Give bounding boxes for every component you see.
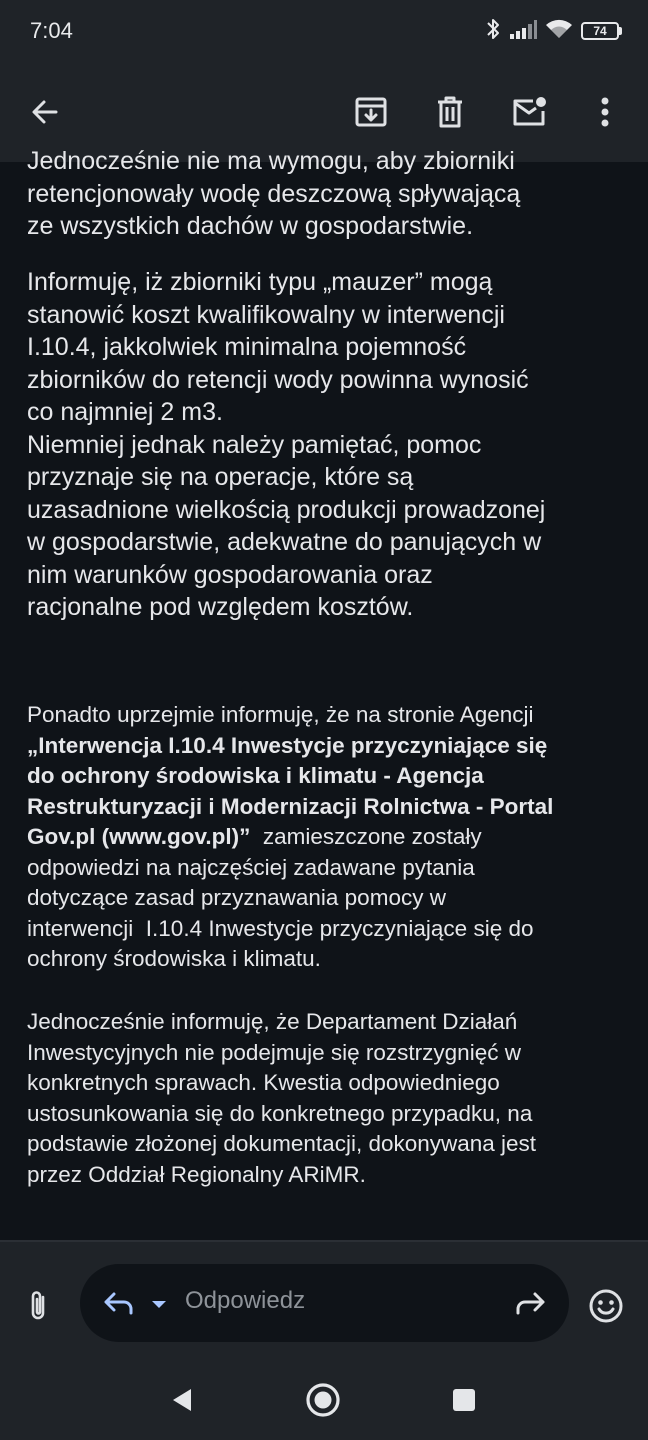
system-nav-bar	[0, 1360, 648, 1440]
text-line: Niemniej jednak należy pamiętać, pomoc	[27, 430, 482, 459]
text-line-bold: „Interwencja I.10.4 Inwestycje przyczyniające się	[27, 732, 548, 758]
text-line: w gospodarstwie, adekwatne do panujących w	[27, 528, 542, 556]
text-line-bold: Restrukturyzacji i Modernizacji Rolnictwa - Portal	[27, 793, 554, 819]
text-line: interwencji I.10.4 Inwestycje przyczyniające się do	[27, 915, 534, 941]
reply-icon[interactable]	[102, 1288, 134, 1323]
reply-field[interactable]	[80, 1264, 569, 1342]
paragraph-department-info	[27, 1007, 627, 1190]
text-line: stanowić koszt kwalifikowalny w interwencji	[27, 300, 505, 329]
reply-placeholder: Odpowiedz	[185, 1287, 306, 1314]
status-bar	[0, 0, 648, 64]
paragraph-agency-page	[27, 700, 627, 975]
back-arrow-icon[interactable]	[21, 88, 69, 136]
status-time: 7:04	[30, 18, 73, 43]
recents-square-icon[interactable]	[442, 1378, 486, 1422]
status-icons	[485, 16, 622, 46]
text-line: konkretnych sprawach. Kwestia odpowiedniego	[27, 1070, 500, 1095]
text-line: odpowiedzi na najczęściej zadawane pytania	[27, 854, 475, 880]
signal-icon	[509, 18, 537, 45]
text-line: co najmniej 2 m3.	[27, 398, 223, 426]
text-line: zbiorników do retencji wody powinna wynosić	[27, 365, 529, 394]
text-line-bold: Gov.pl (www.gov.pl)”	[27, 824, 251, 849]
text-line: Jednocześnie nie ma wymogu, aby zbiorniki	[27, 147, 515, 175]
bluetooth-icon	[485, 17, 501, 46]
text-line: dotyczące zasad przyznawania pomocy w	[27, 885, 446, 910]
emoji-icon[interactable]	[582, 1282, 630, 1330]
email-body	[0, 147, 648, 1240]
attach-icon[interactable]	[14, 1282, 62, 1330]
text-line: przyznaje się na operacje, które są	[27, 463, 414, 491]
battery-level: 74	[581, 22, 619, 40]
text-line: Ponadto uprzejmie informuję, że na stronie Agencji	[27, 702, 534, 727]
text-line: ze wszystkich dachów w gospodarstwie.	[27, 212, 474, 240]
text-line: ochrony środowiska i klimatu.	[27, 946, 321, 971]
text-line: Jednocześnie informuję, że Departament Działań	[27, 1009, 518, 1034]
text-line: ustosunkowania się do konkretnego przypadku, na	[27, 1100, 533, 1126]
text-line: Informuję, iż zbiorniki typu „mauzer” mogą	[27, 268, 493, 296]
text-line: retencjonowały wodę deszczową spływającą	[27, 179, 521, 208]
text-inline: zamieszczone zostały	[250, 824, 482, 849]
text-line: I.10.4, jakkolwiek minimalna pojemność	[27, 333, 467, 361]
text-line: uzasadnione wielkością produkcji prowadzonej	[27, 495, 546, 524]
mark-unread-icon[interactable]	[505, 88, 553, 136]
text-line: podstawie złożonej dokumentacji, dokonywana jest	[27, 1131, 537, 1156]
home-circle-icon[interactable]	[301, 1378, 345, 1422]
text-line: przez Oddział Regionalny ARiMR.	[27, 1161, 366, 1187]
archive-icon[interactable]	[347, 88, 395, 136]
text-line: Inwestycyjnych nie podejmuje się rozstrzygnięć w	[27, 1039, 521, 1065]
back-triangle-icon[interactable]	[160, 1378, 204, 1422]
forward-icon[interactable]	[515, 1288, 547, 1323]
paragraph-mauzer-tanks	[27, 266, 627, 624]
delete-icon[interactable]	[426, 88, 474, 136]
more-vert-icon[interactable]	[581, 88, 629, 136]
battery-icon	[581, 22, 622, 40]
paragraph-rainwater-requirement	[27, 145, 627, 243]
text-line-bold: do ochrony środowiska i klimatu - Agencja	[27, 763, 484, 788]
wifi-icon	[545, 18, 573, 45]
text-line: nim warunków gospodarowania oraz	[27, 560, 433, 589]
link-title[interactable]	[27, 731, 627, 853]
chevron-down-icon[interactable]	[150, 1298, 168, 1316]
text-line: racjonalne pod względem kosztów.	[27, 593, 414, 621]
